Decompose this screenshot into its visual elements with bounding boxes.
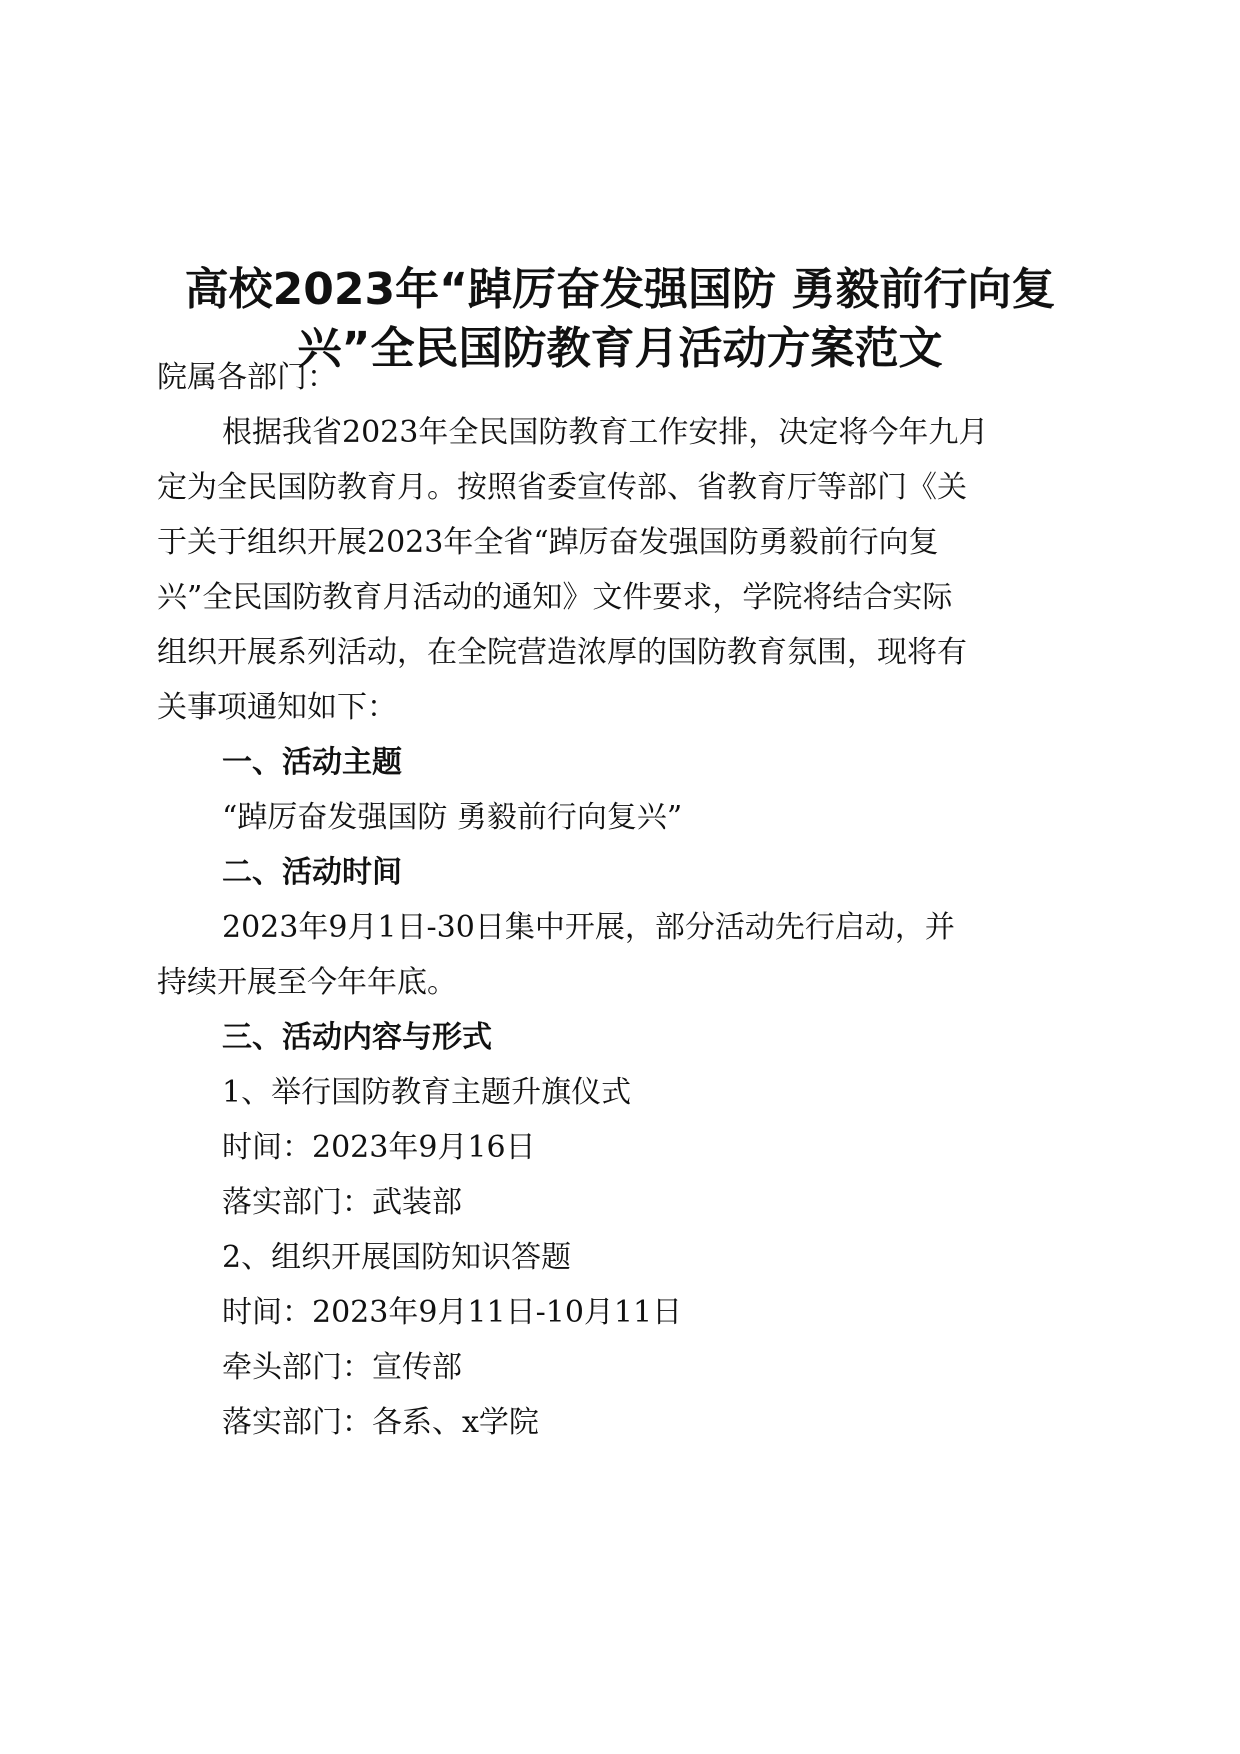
item-1-department: 落实部门：武装部 <box>222 1185 462 1220</box>
item-2-department: 落实部门：各系、x学院 <box>222 1405 539 1440</box>
section-1-content: “踔厉奋发强国防 勇毅前行向复兴” <box>222 800 683 835</box>
item-1-time: 时间：2023年9月16日 <box>222 1130 536 1165</box>
intro-line-2: 定为全民国防教育月。按照省委宣传部、省教育厅等部门《关 <box>157 470 967 505</box>
section-3-heading: 三、活动内容与形式 <box>222 1020 492 1055</box>
section-2-content-line-2: 持续开展至今年年底。 <box>157 965 457 1000</box>
intro-line-1: 根据我省2023年全民国防教育工作安排，决定将今年九月 <box>222 415 989 450</box>
item-2-time: 时间：2023年9月11日-10月11日 <box>222 1295 683 1330</box>
section-2-heading: 二、活动时间 <box>222 855 402 890</box>
item-2-title: 2、组织开展国防知识答题 <box>222 1240 572 1275</box>
intro-line-4: 兴”全民国防教育月活动的通知》文件要求，学院将结合实际 <box>157 580 953 615</box>
item-1-title: 1、举行国防教育主题升旗仪式 <box>222 1075 632 1110</box>
document-title-line-2: 兴”全民国防教育月活动方案范文 <box>297 323 943 374</box>
salutation: 院属各部门： <box>157 360 337 395</box>
section-2-content-line-1: 2023年9月1日-30日集中开展，部分活动先行启动，并 <box>222 910 955 945</box>
intro-line-3: 于关于组织开展2023年全省“踔厉奋发强国防勇毅前行向复 <box>157 525 939 560</box>
section-1-heading: 一、活动主题 <box>222 745 402 780</box>
intro-line-6: 关事项通知如下： <box>157 690 397 725</box>
document-title-line-1: 高校2023年“踔厉奋发强国防 勇毅前行向复 <box>184 264 1056 315</box>
item-2-lead-department: 牵头部门：宣传部 <box>222 1350 462 1385</box>
intro-line-5: 组织开展系列活动，在全院营造浓厚的国防教育氛围，现将有 <box>157 635 967 670</box>
